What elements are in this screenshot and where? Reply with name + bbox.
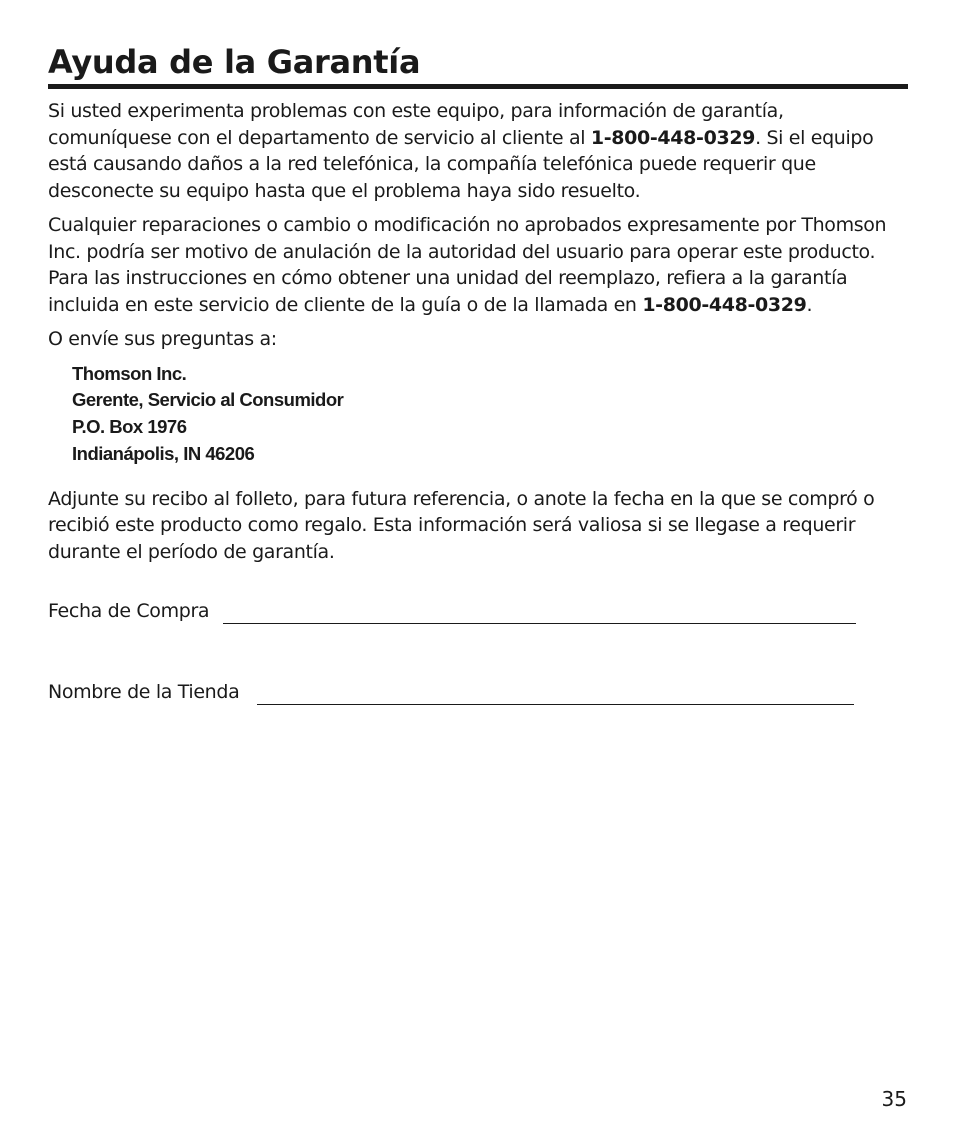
modification-notice-text-start: Cualquier reparaciones o cambio o modificación no aprobados expresamente por Thomson Inc. podría ser motivo de anulación de la autoridad del usuario para operar este producto. Para las instrucciones en cómo obtener una unidad del reemplazo, refiera a la garantía incluida en este servicio de cliente de la guía o de la llamada en [48,214,887,316]
page-title: Ayuda de la Garantía [48,42,908,89]
warranty-info-text-start: Si usted experimenta problemas con este equipo, para información de garantía, comuníquese con el departamento de servicio al cliente al [48,100,784,149]
purchase-date-field [48,598,856,624]
page-number: 35 [881,1087,907,1111]
store-name-field [48,679,854,705]
address-department: Gerente, Servicio al Consumidor [72,389,344,411]
modification-notice-paragraph [48,212,908,318]
warranty-info-text-end: . Si el equipo está causando daños a la red telefónica, la compañía telefónica puede requerir que desconecte su equipo hasta que el problema haya sido resuelto. [48,126,874,202]
replacement-phone: 1-800-448-0329 [642,293,807,316]
customer-service-phone: 1-800-448-0329 [590,126,756,149]
purchase-date-blank-line [223,605,856,624]
send-questions-paragraph: O envíe sus preguntas a: [48,328,277,350]
purchase-date-label: Fecha de Compra [48,600,210,622]
address-city: Indianápolis, IN 46206 [72,442,255,464]
receipt-paragraph: Adjunte su recibo al folleto, para futura referencia, o anote la fecha en la que se compró o recibió este producto como regalo. Esta información será valiosa si se llegase a requerir durante el período de garantía. [48,487,875,563]
mailing-address [72,361,908,468]
address-company: Thomson Inc. [72,362,187,384]
warranty-page [48,42,908,703]
modification-notice-text-end: . [806,293,813,316]
store-name-label: Nombre de la Tienda [48,681,240,703]
store-name-blank-line [257,686,854,705]
warranty-info-paragraph [48,98,908,204]
address-po-box: P.O. Box 1976 [72,416,187,438]
